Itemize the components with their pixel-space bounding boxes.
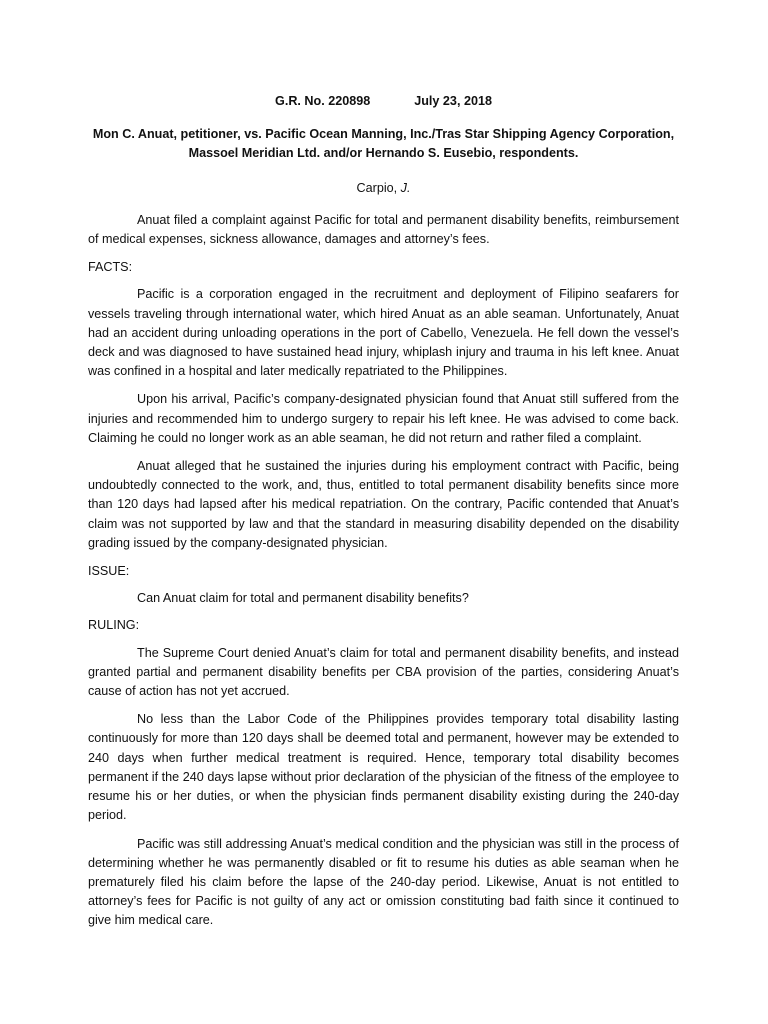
facts-paragraph: Anuat alleged that he sustained the injuries during his employment contract with Pacific, being undoubtedly connected to the work, and, thus, entitled to total permanent disability benefits since more than 120 days had lapsed after his medical repatriation. On the contrary, Pacific contended that Anuat’s claim was not supported by law and that the standard in measuring disability depended on the disability grading issued by the company-designated physician. — [88, 459, 679, 550]
gr-number: G.R. No. 220898 — [275, 94, 371, 108]
parties-line-2: Massoel Meridian Ltd. and/or Hernando S. Eusebio, respondents. — [188, 146, 579, 161]
ponente — [88, 179, 679, 198]
summary-paragraph: Anuat filed a complaint against Pacific for total and permanent disability benefits, reimbursement of medical expenses, sickness allowance, damages and attorney’s fees. — [88, 212, 679, 247]
case-parties — [80, 125, 687, 163]
ruling-heading: RULING: — [88, 618, 140, 633]
ruling-paragraph: The Supreme Court denied Anuat’s claim for total and permanent disability benefits, and instead granted partial and permanent disability benefits per CBA provision of the parties, considering Anuat’s cause of action has not yet accrued. — [88, 645, 679, 699]
ruling-paragraph: No less than the Labor Code of the Philippines provides temporary total disability lasting continuously for more than 120 days shall be deemed total and permanent, however may be extended to 240 days when further medical treatment is required. Hence, temporary total disability becomes permanent if the 240 days lapse without prior declaration of the physician of the fitness of the employee to resume his or her duties, or when the physician finds permanent disability existing during the 240-day period. — [88, 712, 679, 823]
parties-line-1: Mon C. Anuat, petitioner, vs. Pacific Ocean Manning, Inc./Tras Star Shipping Agency Corporation, — [92, 127, 675, 142]
issue-question: Can Anuat claim for total and permanent disability benefits? — [137, 591, 469, 606]
case-digest — [88, 92, 679, 940]
ruling-paragraph: Pacific was still addressing Anuat’s medical condition and the physician was still in the process of determining whether he was permanently disabled or fit to resume his duties as able seaman when he prematurely filed his claim before the lapse of the 240-day period. Likewise, Anuat is not entitled to attorney’s fees for Pacific is not guilty of any act or omission constituting bad faith since it continued to give him medical care. — [88, 836, 679, 928]
ponente-name: Carpio, — [356, 180, 398, 195]
facts-heading: FACTS: — [88, 260, 133, 275]
decision-date: July 23, 2018 — [414, 94, 492, 108]
facts-paragraph: Upon his arrival, Pacific’s company-designated physician found that Anuat still suffered from the injuries and recommended him to undergo surgery to repair his left knee. He was advised to come back. Claiming he could no longer work as an able seaman, he did not return and rather filed a complaint. — [88, 392, 679, 445]
facts-paragraph: Pacific is a corporation engaged in the recruitment and deployment of Filipino seafarers for vessels traveling through international water, which hired Anuat as an able seaman. Unfortunately, Anuat had an accident during unloading operations in the port of Cabello, Venezuela. He fell down the vessel’s deck and was diagnosed to have sustained head injury, whiplash injury and trauma in his left knee. Anuat was confined in a hospital and later medically repatriated to the Philippines. — [88, 287, 679, 379]
case-header — [88, 92, 679, 111]
ponente-role: J. — [400, 180, 411, 195]
issue-heading: ISSUE: — [88, 564, 130, 579]
